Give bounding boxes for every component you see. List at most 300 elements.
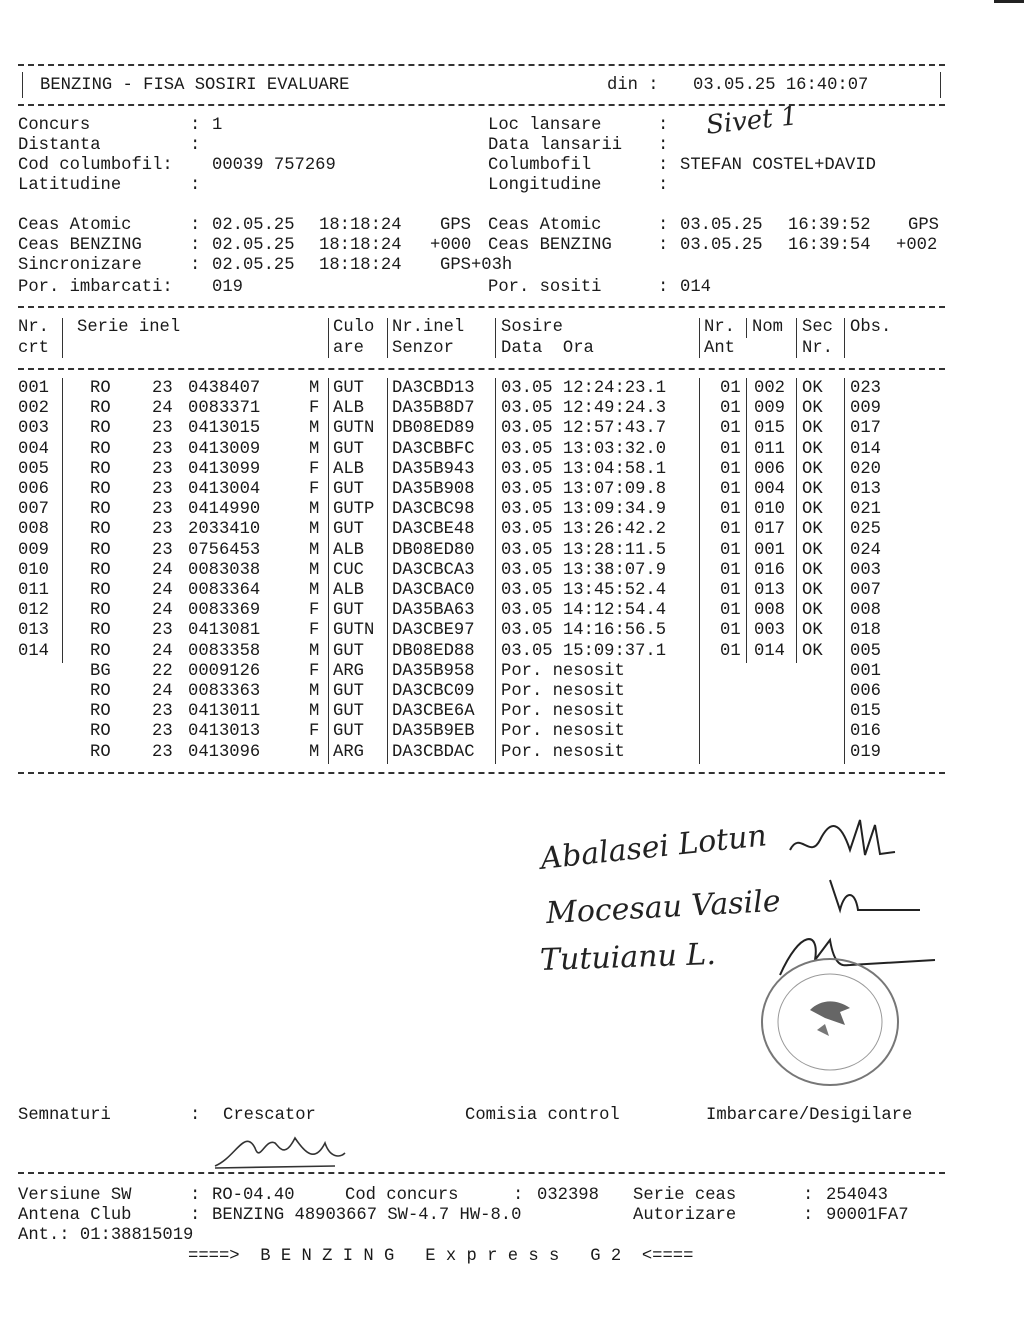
row-nr: 006 — [18, 480, 49, 499]
row-arrival: 03.05 12:57:43.7 — [501, 419, 667, 439]
row-sex: M — [309, 500, 320, 520]
row-color: CUC — [333, 560, 364, 580]
antena-value: BENZING 48903667 SW-4.7 HW-8.0 — [212, 1206, 522, 1225]
row-sec: OK — [802, 459, 823, 479]
row-nom: 004 — [754, 480, 785, 499]
row-year: 23 — [152, 500, 173, 520]
row-obs: 019 — [850, 742, 881, 762]
row-nom: 013 — [754, 581, 785, 600]
row-nom: 014 — [754, 641, 785, 661]
print-timestamp: 03.05.25 16:40:07 — [693, 76, 869, 95]
columbofil-value: STEFAN COSTEL+DAVID — [680, 156, 876, 175]
header-ant: Ant — [704, 339, 735, 358]
row-ring: 0083363 — [188, 682, 261, 701]
latitudine-label: Latitudine — [18, 176, 122, 195]
row-arrival: 03.05 13:09:34.9 — [501, 500, 667, 520]
row-nom: 011 — [754, 439, 785, 459]
colon: : — [190, 1106, 201, 1125]
row-arrival: Por. nesosit — [501, 742, 625, 762]
row-sex: M — [309, 682, 320, 701]
row-arrival: 03.05 13:07:09.8 — [501, 480, 667, 499]
header-nr-inel: Nr.inel — [392, 318, 465, 337]
colon: : — [190, 136, 201, 155]
header-obs: Obs. — [850, 318, 892, 337]
header-sosire: Sosire — [501, 318, 563, 337]
row-nom: 010 — [754, 500, 785, 520]
clock-right-suffix: GPS — [908, 216, 939, 235]
clock-right-time: 16:39:52 — [788, 216, 871, 235]
row-country: RO — [90, 520, 111, 540]
row-sec: OK — [802, 601, 823, 621]
row-sensor: DA3CBE97 — [392, 621, 475, 641]
antena-label: Antena Club — [18, 1206, 132, 1225]
table-divider — [746, 378, 747, 663]
row-country: RO — [90, 722, 111, 742]
row-sex: F — [309, 621, 320, 641]
row-nom: 006 — [754, 459, 785, 479]
row-color: GUTP — [333, 500, 375, 520]
signature-scribble-1 — [780, 810, 900, 870]
imbarcare-label: Imbarcare/Desigilare — [706, 1106, 913, 1125]
row-country: RO — [90, 621, 111, 641]
row-sensor: DA3CBE6A — [392, 702, 475, 722]
row-country: RO — [90, 702, 111, 722]
row-ring: 0083038 — [188, 560, 261, 580]
colon: : — [803, 1186, 814, 1205]
row-obs: 006 — [850, 682, 881, 701]
table-divider — [62, 378, 63, 663]
row-ant: 01 — [720, 459, 741, 479]
row-ant: 01 — [720, 379, 741, 398]
row-sensor: DA3CBD13 — [392, 379, 475, 398]
club-stamp — [755, 950, 905, 1090]
row-ring: 0413011 — [188, 702, 261, 722]
row-sec: OK — [802, 439, 823, 459]
row-nr: 011 — [18, 581, 49, 600]
header-divider — [387, 318, 388, 358]
row-sex: M — [309, 581, 320, 600]
row-sex: F — [309, 480, 320, 499]
table-divider — [495, 378, 496, 764]
autorizare-value: 90001FA7 — [826, 1206, 909, 1225]
row-year: 24 — [152, 682, 173, 701]
row-country: RO — [90, 459, 111, 479]
sositi-label: Por. sositi — [488, 278, 602, 297]
row-arrival: 03.05 14:12:54.4 — [501, 601, 667, 621]
table-row — [0, 440, 1000, 460]
row-year: 23 — [152, 722, 173, 742]
table-row — [0, 601, 1000, 621]
row-obs: 005 — [850, 641, 881, 661]
row-color: GUT — [333, 722, 364, 742]
table-row — [0, 682, 1000, 702]
table-row — [0, 480, 1000, 500]
data-lansarii-label: Data lansarii — [488, 136, 623, 155]
row-year: 24 — [152, 560, 173, 580]
row-sensor: DA35B9EB — [392, 722, 475, 742]
row-color: ARG — [333, 661, 364, 681]
separator-line — [18, 64, 945, 66]
row-ring: 0414990 — [188, 500, 261, 520]
row-nr: 014 — [18, 641, 49, 661]
table-row — [0, 541, 1000, 561]
header-divider — [699, 318, 700, 358]
row-arrival: 03.05 13:04:58.1 — [501, 459, 667, 479]
row-obs: 016 — [850, 722, 881, 742]
header-nr: Nr. — [18, 318, 49, 337]
table-row — [0, 399, 1000, 419]
versiune-label: Versiune SW — [18, 1186, 132, 1205]
serie-ceas-value: 254043 — [826, 1186, 888, 1205]
row-obs: 003 — [850, 560, 881, 580]
ant-line: Ant.: 01:38815019 — [18, 1226, 194, 1245]
row-obs: 021 — [850, 500, 881, 520]
row-sec: OK — [802, 520, 823, 540]
row-ring: 0083371 — [188, 399, 261, 419]
clock-left-date: 02.05.25 — [212, 216, 295, 235]
row-obs: 020 — [850, 459, 881, 479]
document-title: BENZING - FISA SOSIRI EVALUARE — [40, 76, 350, 95]
header-divider — [328, 318, 329, 358]
clock-left-suffix: GPS+03h — [440, 256, 513, 275]
row-ring: 0438407 — [188, 379, 261, 398]
row-sensor: DA35B908 — [392, 480, 475, 499]
clock-right-suffix: +002 — [896, 236, 938, 255]
table-row — [0, 621, 1000, 641]
row-nom: 003 — [754, 621, 785, 641]
row-country: RO — [90, 480, 111, 499]
table-row — [0, 520, 1000, 540]
row-year: 24 — [152, 581, 173, 600]
row-country: RO — [90, 540, 111, 560]
table-divider — [796, 378, 797, 663]
row-ant: 01 — [720, 540, 741, 560]
clock-right-time: 16:39:54 — [788, 236, 871, 255]
row-nr: 003 — [18, 419, 49, 439]
row-arrival: Por. nesosit — [501, 722, 625, 742]
row-sec: OK — [802, 379, 823, 398]
row-country: RO — [90, 601, 111, 621]
header-sec-nr: Nr. — [802, 339, 833, 358]
crescator-label: Crescator — [223, 1106, 316, 1125]
table-row — [0, 642, 1000, 662]
header-nom: Nom — [752, 318, 783, 337]
row-sensor: DB08ED80 — [392, 540, 475, 560]
row-ring: 0083364 — [188, 581, 261, 600]
row-sensor: DA3CBC98 — [392, 500, 475, 520]
imbarcati-label: Por. imbarcati: — [18, 278, 173, 297]
row-sex: M — [309, 419, 320, 439]
header-culoare-2: are — [333, 339, 364, 358]
clock-left-time: 18:18:24 — [319, 236, 402, 255]
row-year: 22 — [152, 661, 173, 681]
semnaturi-label: Semnaturi — [18, 1106, 111, 1125]
header-divider — [844, 318, 845, 358]
row-nr: 005 — [18, 459, 49, 479]
row-sensor: DA3CBC09 — [392, 682, 475, 701]
colon: : — [658, 216, 669, 235]
page-edge-mark — [994, 0, 1024, 13]
colon: : — [513, 1186, 524, 1205]
row-color: GUT — [333, 682, 364, 701]
row-year: 23 — [152, 480, 173, 499]
table-row — [0, 702, 1000, 722]
table-row — [0, 722, 1000, 742]
separator-line — [18, 306, 945, 308]
row-sex: F — [309, 399, 320, 419]
row-arrival: Por. nesosit — [501, 682, 625, 701]
row-color: ALB — [333, 459, 364, 479]
row-year: 23 — [152, 621, 173, 641]
colon: : — [803, 1206, 814, 1225]
row-sensor: DA3CBBFC — [392, 439, 475, 459]
clock-left-suffix: +000 — [430, 236, 472, 255]
table-divider — [844, 378, 845, 764]
table-row — [0, 419, 1000, 439]
row-year: 23 — [152, 702, 173, 722]
row-sensor: DA35B8D7 — [392, 399, 475, 419]
row-color: GUT — [333, 641, 364, 661]
row-sex: F — [309, 661, 320, 681]
row-arrival: 03.05 13:28:11.5 — [501, 540, 667, 560]
row-sex: F — [309, 459, 320, 479]
row-ant: 01 — [720, 621, 741, 641]
colon: : — [190, 116, 201, 135]
concurs-value: 1 — [212, 116, 223, 135]
clock-right-date: 03.05.25 — [680, 236, 763, 255]
table-divider — [387, 378, 388, 764]
row-color: GUT — [333, 702, 364, 722]
imbarcati-value: 019 — [212, 278, 243, 297]
row-country: RO — [90, 500, 111, 520]
row-nr: 002 — [18, 399, 49, 419]
row-sex: M — [309, 540, 320, 560]
row-nr: 008 — [18, 520, 49, 540]
row-nom: 017 — [754, 520, 785, 540]
loc-lansare-label: Loc lansare — [488, 116, 602, 135]
separator-line — [18, 368, 945, 370]
row-obs: 024 — [850, 540, 881, 560]
row-ant: 01 — [720, 601, 741, 621]
row-sec: OK — [802, 500, 823, 520]
row-year: 24 — [152, 641, 173, 661]
table-divider — [699, 378, 700, 764]
row-arrival: 03.05 12:49:24.3 — [501, 399, 667, 419]
row-nr: 013 — [18, 621, 49, 641]
row-sec: OK — [802, 560, 823, 580]
header-nr-ant: Nr. — [704, 318, 735, 337]
row-sex: M — [309, 702, 320, 722]
row-obs: 025 — [850, 520, 881, 540]
columbofil-label: Columbofil — [488, 156, 592, 175]
row-ring: 0083369 — [188, 601, 261, 621]
versiune-value: RO-04.40 — [212, 1186, 295, 1205]
header-senzor: Senzor — [392, 339, 454, 358]
row-nr: 012 — [18, 601, 49, 621]
row-ant: 01 — [720, 399, 741, 419]
serie-ceas-label: Serie ceas — [633, 1186, 737, 1205]
row-color: ALB — [333, 399, 364, 419]
table-divider — [328, 378, 329, 764]
row-nom: 016 — [754, 560, 785, 580]
row-ant: 01 — [720, 581, 741, 600]
row-sec: OK — [802, 540, 823, 560]
clock-left-label: Sincronizare — [18, 256, 142, 275]
row-sec: OK — [802, 419, 823, 439]
row-obs: 015 — [850, 702, 881, 722]
colon: : — [658, 156, 669, 175]
longitudine-label: Longitudine — [488, 176, 602, 195]
row-nr: 001 — [18, 379, 49, 398]
row-obs: 018 — [850, 621, 881, 641]
row-sensor: DA35BA63 — [392, 601, 475, 621]
table-row — [0, 500, 1000, 520]
row-arrival: Por. nesosit — [501, 661, 625, 681]
row-nom: 009 — [754, 399, 785, 419]
row-year: 23 — [152, 459, 173, 479]
row-country: RO — [90, 641, 111, 661]
table-row — [0, 743, 1000, 763]
concurs-label: Concurs — [18, 116, 91, 135]
row-ring: 0009126 — [188, 661, 261, 681]
separator-line — [18, 1172, 945, 1174]
clock-left-time: 18:18:24 — [319, 216, 402, 235]
row-arrival: 03.05 15:09:37.1 — [501, 641, 667, 661]
row-color: GUT — [333, 520, 364, 540]
row-year: 24 — [152, 601, 173, 621]
row-obs: 008 — [850, 601, 881, 621]
clock-left-suffix: GPS — [440, 216, 471, 235]
row-arrival: 03.05 13:45:52.4 — [501, 581, 667, 600]
row-nr: 007 — [18, 500, 49, 520]
row-sex: M — [309, 379, 320, 398]
row-sex: M — [309, 641, 320, 661]
table-row — [0, 662, 1000, 682]
colon: : — [190, 176, 201, 195]
row-country: RO — [90, 419, 111, 439]
row-sensor: DA3CBE48 — [392, 520, 475, 540]
row-country: BG — [90, 661, 111, 681]
table-row — [0, 561, 1000, 581]
header-left-bar — [22, 72, 23, 98]
row-sex: M — [309, 742, 320, 762]
row-sensor: DA35B943 — [392, 459, 475, 479]
separator-line — [18, 104, 945, 106]
sositi-value: 014 — [680, 278, 711, 297]
colon: : — [190, 236, 201, 255]
table-row — [0, 460, 1000, 480]
clock-left-time: 18:18:24 — [319, 256, 402, 275]
row-arrival: 03.05 13:26:42.2 — [501, 520, 667, 540]
row-sensor: DA3CBAC0 — [392, 581, 475, 600]
clock-left-date: 02.05.25 — [212, 256, 295, 275]
colon: : — [190, 1186, 201, 1205]
header-sec: Sec — [802, 318, 833, 337]
cod-columbofil-label: Cod columbofil: — [18, 156, 173, 175]
row-sec: OK — [802, 399, 823, 419]
row-sex: M — [309, 560, 320, 580]
row-arrival: 03.05 12:24:23.1 — [501, 379, 667, 398]
row-year: 23 — [152, 540, 173, 560]
row-arrival: 03.05 14:16:56.5 — [501, 621, 667, 641]
row-sex: M — [309, 520, 320, 540]
row-sex: F — [309, 601, 320, 621]
colon: : — [190, 1206, 201, 1225]
row-sensor: DA3CBDAC — [392, 742, 475, 762]
row-year: 23 — [152, 439, 173, 459]
colon: : — [658, 278, 669, 297]
din-label: din : — [607, 76, 659, 95]
colon: : — [658, 136, 669, 155]
handwritten-name-2: Mocesau Vasile — [545, 883, 782, 932]
row-ant: 01 — [720, 419, 741, 439]
signature-scribble-2 — [820, 870, 930, 920]
row-color: GUTN — [333, 419, 375, 439]
row-year: 23 — [152, 379, 173, 398]
row-ant: 01 — [720, 641, 741, 661]
row-ring: 0413009 — [188, 439, 261, 459]
row-ring: 0756453 — [188, 540, 261, 560]
separator-line — [18, 772, 945, 774]
row-ring: 0413081 — [188, 621, 261, 641]
row-obs: 009 — [850, 399, 881, 419]
row-ring: 0413013 — [188, 722, 261, 742]
row-arrival: 03.05 13:38:07.9 — [501, 560, 667, 580]
row-ant: 01 — [720, 520, 741, 540]
clock-left-label: Ceas BENZING — [18, 236, 142, 255]
cod-concurs-label: Cod concurs — [345, 1186, 459, 1205]
table-row — [0, 581, 1000, 601]
row-sec: OK — [802, 581, 823, 600]
autorizare-label: Autorizare — [633, 1206, 737, 1225]
clock-left-date: 02.05.25 — [212, 236, 295, 255]
row-obs: 007 — [850, 581, 881, 600]
row-ant: 01 — [720, 480, 741, 499]
row-nom: 001 — [754, 540, 785, 560]
row-color: ARG — [333, 742, 364, 762]
row-sex: F — [309, 722, 320, 742]
row-nr: 004 — [18, 439, 49, 459]
row-ring: 0413096 — [188, 742, 261, 762]
row-year: 23 — [152, 520, 173, 540]
row-color: GUTN — [333, 621, 375, 641]
header-divider — [796, 318, 797, 358]
row-sensor: DA35B958 — [392, 661, 475, 681]
row-color: GUT — [333, 379, 364, 398]
row-sensor: DA3CBCA3 — [392, 560, 475, 580]
row-ant: 01 — [720, 500, 741, 520]
brand-line: ====> B E N Z I N G E x p r e s s G 2 <==== — [188, 1247, 694, 1266]
row-nr: 010 — [18, 560, 49, 580]
row-ring: 0413004 — [188, 480, 261, 499]
row-year: 24 — [152, 399, 173, 419]
row-sec: OK — [802, 641, 823, 661]
loc-lansare-handwritten: Sivet 1 — [704, 101, 799, 141]
distanta-label: Distanta — [18, 136, 101, 155]
cod-columbofil-value: 00039 757269 — [212, 156, 336, 175]
row-obs: 023 — [850, 379, 881, 398]
row-country: RO — [90, 581, 111, 600]
row-ring: 0083358 — [188, 641, 261, 661]
row-ring: 0413099 — [188, 459, 261, 479]
clock-right-date: 03.05.25 — [680, 216, 763, 235]
clock-right-label: Ceas BENZING — [488, 236, 612, 255]
row-ant: 01 — [720, 439, 741, 459]
row-arrival: 03.05 13:03:32.0 — [501, 439, 667, 459]
colon: : — [190, 216, 201, 235]
row-arrival: Por. nesosit — [501, 702, 625, 722]
colon: : — [658, 116, 669, 135]
